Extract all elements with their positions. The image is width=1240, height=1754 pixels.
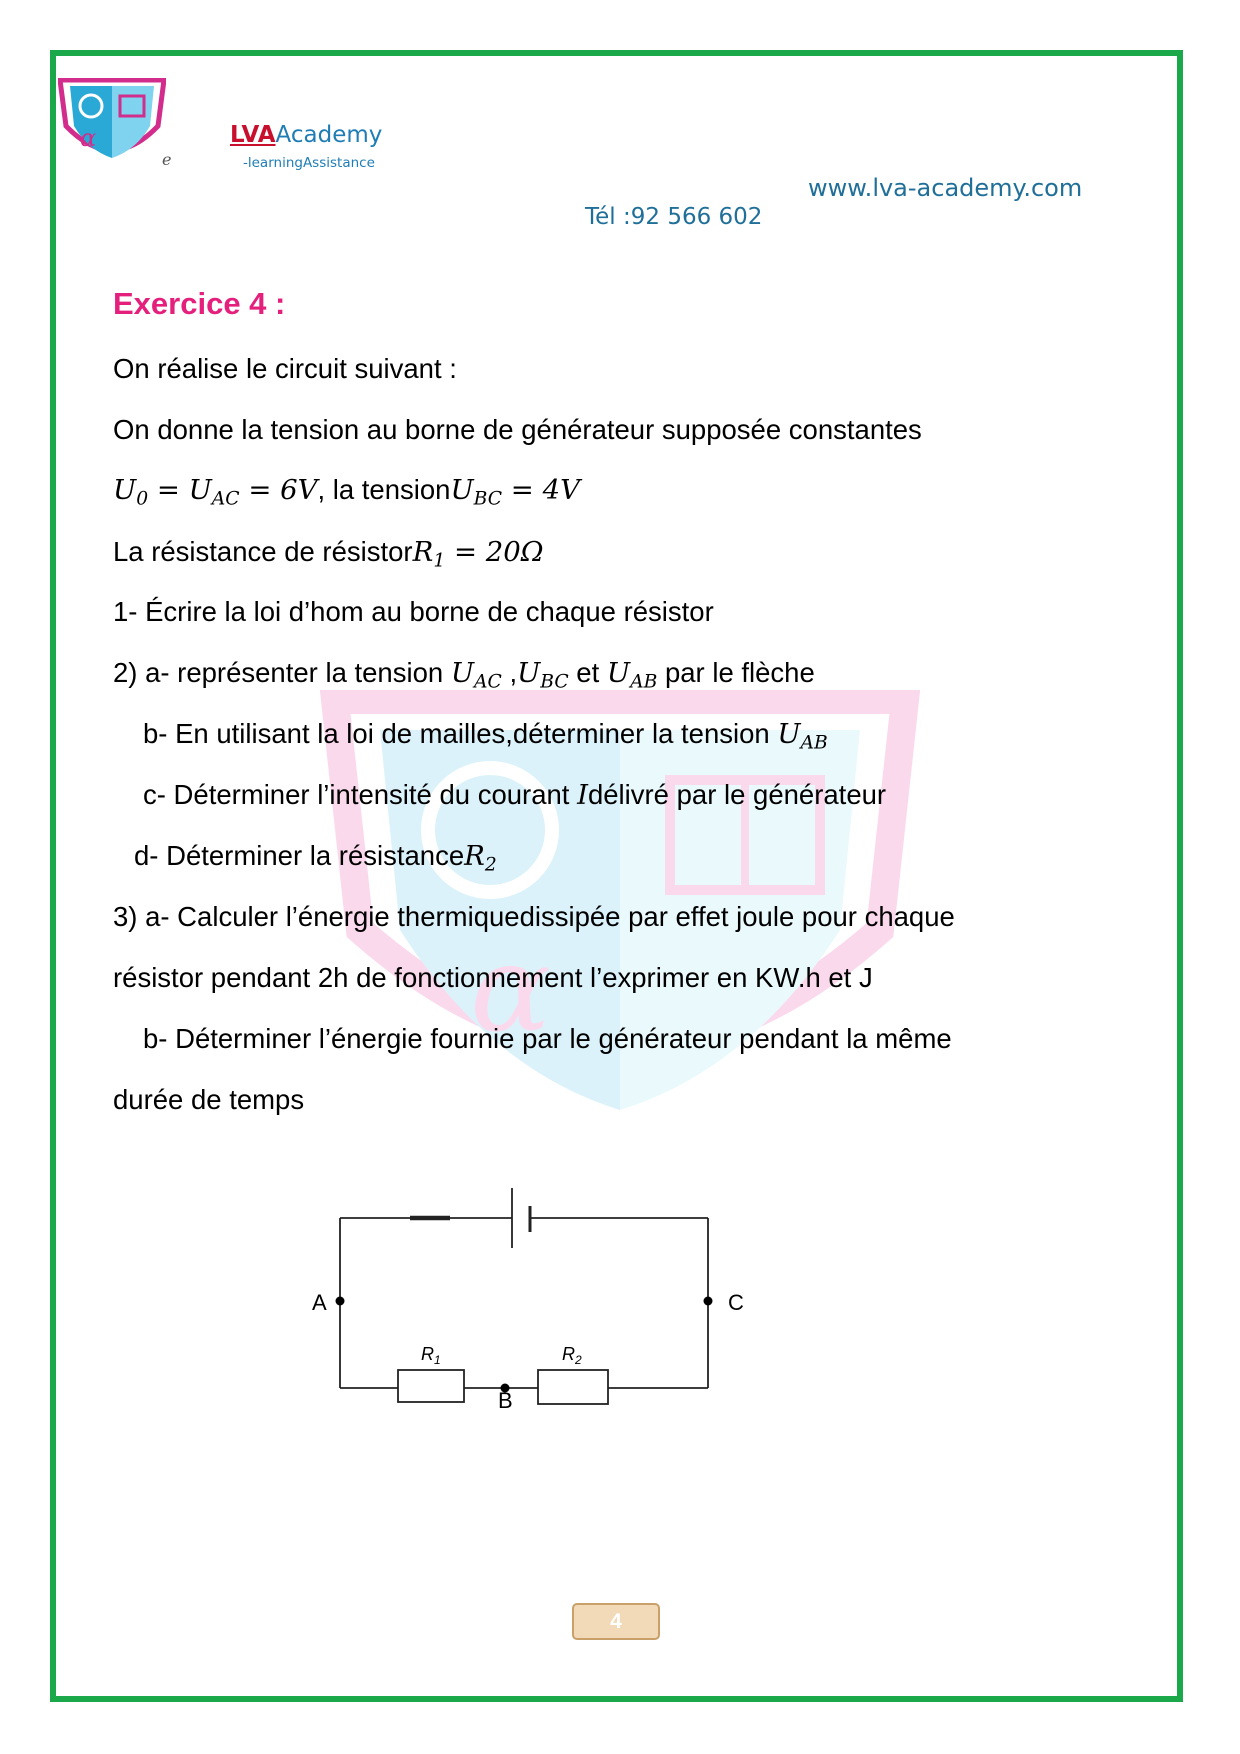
phone-number: Tél :92 566 602 — [585, 204, 763, 230]
q2c-prefix: c- Déterminer l’intensité du courant — [143, 779, 570, 810]
question-2c: c- Déterminer l’intensité du courant Idélivré par le générateur — [143, 779, 887, 811]
question-3b-line2: durée de temps — [113, 1084, 305, 1115]
node-c-label: C — [728, 1290, 744, 1315]
formula-u0-uac: $U_0 = U_{AC} = 6V$ — [113, 474, 318, 510]
question-3a-line1: 3) a- Calculer l’énergie thermiquedissipée par effet joule pour chaque — [113, 901, 955, 932]
r1-subscript: 1 — [434, 1353, 441, 1367]
node-a-label: A — [312, 1290, 327, 1315]
given-tension-text: On donne la tension au borne de générateur supposée constantes — [113, 414, 922, 445]
r1-symbol: R — [421, 1344, 434, 1364]
formula-ubc: $U_{BC} = 4V$ — [450, 474, 580, 510]
formula-r1: $R_1 = 20\Omega$ — [412, 536, 544, 572]
brand-tagline: -learningAssistance — [243, 155, 375, 171]
r2-label — [562, 1344, 582, 1367]
resistor-r2 — [538, 1370, 608, 1404]
node-b-label: B — [498, 1388, 513, 1413]
q2c-suffix: délivré par le générateur — [587, 779, 887, 810]
r2-subscript: 2 — [575, 1353, 582, 1367]
question-2b: b- En utilisant la loi de mailles,déterminer la tension $U_{AB}$ — [143, 718, 828, 754]
logo-e-mark: e — [162, 150, 172, 169]
website-url[interactable]: www.lva-academy.com — [808, 174, 1083, 202]
question-2d: d- Déterminer la résistanceR$_2$ — [134, 840, 497, 876]
tension-values-line — [113, 474, 580, 510]
q2b-text: b- En utilisant la loi de mailles,déterminer la tension — [143, 718, 770, 749]
resistor-r1 — [398, 1370, 464, 1402]
r2-symbol: R — [562, 1344, 575, 1364]
question-3b-line1: b- Déterminer l’énergie fournie par le générateur pendant la même — [143, 1023, 952, 1054]
question-3a-line2: résistor pendant 2h de fonctionnement l’exprimer en KW.h et J — [113, 962, 873, 993]
question-1: 1- Écrire la loi d’hom au borne de chaque résistor — [113, 596, 714, 627]
question-2a: 2) a- représenter la tension $U_{AC}$ $,U_{BC}$ et $U_{AB}$ par le flèche — [113, 657, 815, 693]
brand-name — [230, 122, 382, 148]
r1-label — [421, 1344, 441, 1367]
brand-academy: Academy — [275, 122, 383, 148]
q2a-suffix: par le flèche — [657, 657, 815, 688]
circuit-diagram — [300, 1170, 760, 1420]
q2a-prefix: 2) a- représenter la tension — [113, 657, 444, 688]
lva-academy-logo — [58, 78, 166, 170]
exercise-title: Exercice 4 : — [113, 286, 286, 321]
brand-lva: LVA — [230, 122, 276, 148]
node-c-dot — [704, 1297, 713, 1306]
page-number: 4 — [572, 1603, 660, 1640]
node-a-dot — [336, 1297, 345, 1306]
q2a-et: et — [568, 657, 600, 688]
svg-text:α: α — [470, 920, 552, 1059]
intro-text: On réalise le circuit suivant : — [113, 353, 457, 384]
svg-text:α: α — [80, 124, 97, 152]
la-tension-text: , la tension — [317, 474, 451, 505]
resistance-line — [113, 536, 544, 572]
resistance-intro-text: La résistance de résistor — [113, 536, 413, 567]
q2d-text: d- Déterminer la résistance — [134, 840, 465, 871]
